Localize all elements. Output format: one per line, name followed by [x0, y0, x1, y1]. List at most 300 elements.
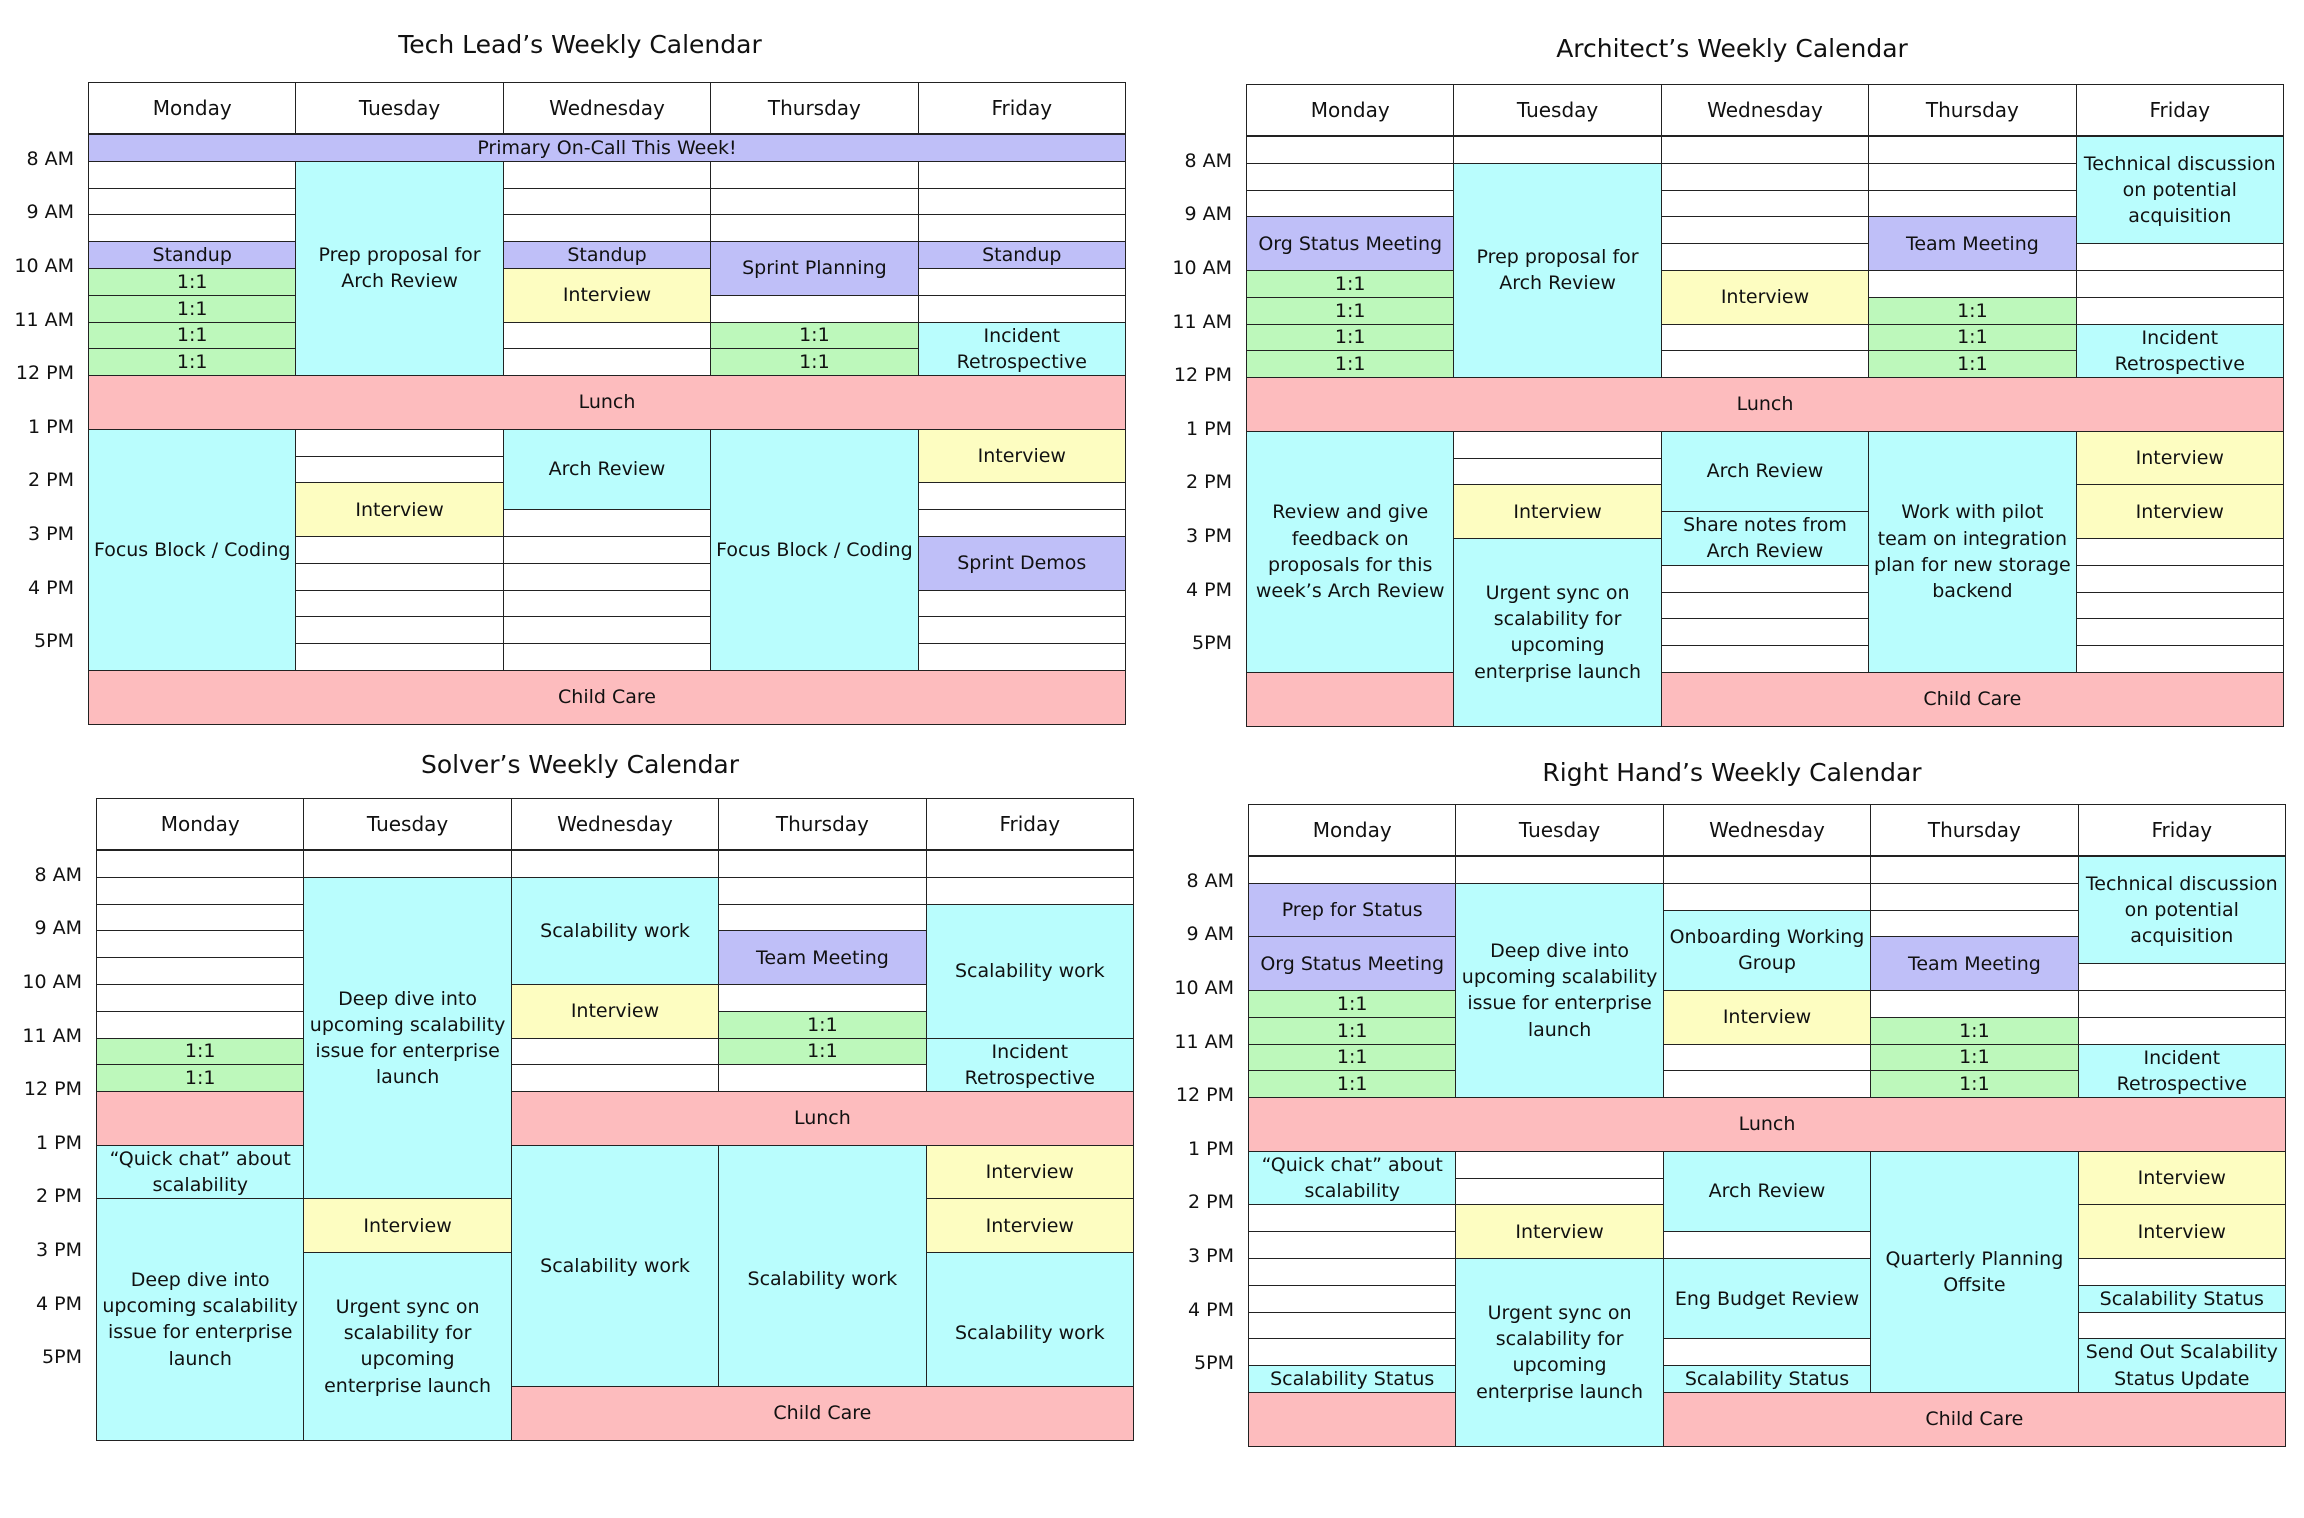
event-blocked[interactable] — [96, 1091, 304, 1146]
event-label: Org Status Meeting — [1260, 952, 1445, 975]
event-share-notes-from-arch-review[interactable] — [1661, 511, 1869, 566]
day-header-friday: Friday — [926, 798, 1134, 850]
empty-slot[interactable] — [2078, 963, 2286, 991]
time-label: 4 PM — [36, 1292, 82, 1315]
empty-slot[interactable] — [2076, 565, 2284, 593]
empty-slot[interactable] — [1453, 458, 1661, 486]
event-interview[interactable] — [303, 1198, 511, 1253]
event-label: Prep proposal for Arch Review — [1476, 246, 1639, 295]
empty-slot[interactable] — [88, 214, 296, 242]
empty-slot[interactable] — [2076, 297, 2284, 325]
empty-slot[interactable] — [503, 188, 711, 216]
empty-slot[interactable] — [295, 643, 503, 671]
event-1-1[interactable] — [96, 1064, 304, 1092]
empty-slot[interactable] — [1661, 136, 1869, 164]
time-label: 9 AM — [34, 917, 82, 940]
empty-slot[interactable] — [918, 161, 1126, 189]
empty-slot[interactable] — [2076, 243, 2284, 271]
day-header-wednesday: Wednesday — [503, 82, 711, 134]
empty-slot[interactable] — [918, 188, 1126, 216]
event-prep-proposal-for-arch-review[interactable] — [1453, 163, 1661, 378]
time-label: 11 AM — [1172, 310, 1232, 333]
empty-slot[interactable] — [1246, 163, 1454, 191]
event-1-1[interactable] — [1246, 324, 1454, 352]
event-1-1[interactable] — [1868, 324, 2076, 352]
event-label: Deep dive into upcoming scalability issue for enterprise launch — [309, 987, 506, 1089]
event-1-1[interactable] — [88, 348, 296, 376]
event-primary-on-call-this-week[interactable] — [88, 134, 1126, 162]
empty-slot[interactable] — [96, 957, 304, 985]
empty-slot[interactable] — [503, 563, 711, 591]
event-urgent-sync-on-scalability-for-upcoming-enterprise-launch[interactable] — [303, 1252, 511, 1441]
empty-slot[interactable] — [1870, 910, 2078, 938]
time-label: 4 PM — [28, 576, 74, 599]
event-label: Scalability work — [747, 1268, 898, 1291]
empty-slot[interactable] — [718, 904, 926, 932]
event-interview[interactable] — [295, 482, 503, 537]
empty-slot[interactable] — [1455, 1151, 1663, 1179]
empty-slot[interactable] — [295, 429, 503, 457]
event-1-1[interactable] — [718, 1011, 926, 1039]
empty-slot[interactable] — [503, 322, 711, 350]
empty-slot[interactable] — [96, 1011, 304, 1039]
event-label: Interview — [1722, 1006, 1812, 1029]
event-standup[interactable] — [88, 241, 296, 269]
calendar-title: Right Hand’s Weekly Calendar — [1542, 758, 1922, 787]
event-label: Incident Retrospective — [956, 324, 1087, 373]
event-label: Interview — [355, 498, 444, 521]
event-label: 1:1 — [807, 1040, 838, 1063]
time-label: 12 PM — [1175, 1084, 1234, 1107]
event-label: Interview — [1720, 286, 1810, 309]
day-header-wednesday: Wednesday — [511, 798, 719, 850]
event-1-1[interactable] — [88, 295, 296, 323]
event-label: Scalability work — [540, 919, 690, 942]
event-label: 1:1 — [799, 351, 830, 374]
empty-slot[interactable] — [1663, 883, 1871, 911]
empty-slot[interactable] — [2076, 592, 2284, 620]
empty-slot[interactable] — [1455, 1178, 1663, 1206]
empty-slot[interactable] — [718, 850, 926, 878]
event-label: Arch Review — [1708, 1180, 1826, 1203]
time-label: 2 PM — [1186, 471, 1232, 494]
empty-slot[interactable] — [1248, 1231, 1456, 1259]
event-interview[interactable] — [1663, 990, 1871, 1045]
event-label: Standup — [567, 243, 647, 266]
time-label: 9 AM — [26, 201, 74, 224]
empty-slot[interactable] — [303, 850, 511, 878]
empty-slot[interactable] — [1453, 136, 1661, 164]
empty-slot[interactable] — [1870, 856, 2078, 884]
empty-slot[interactable] — [718, 1064, 926, 1092]
time-label: 12 PM — [1173, 364, 1232, 387]
empty-slot[interactable] — [1870, 990, 2078, 1018]
event-interview[interactable] — [1455, 1204, 1663, 1259]
event-label: Technical discussion on potential acquisition — [2083, 152, 2276, 228]
event-scalability-status[interactable] — [2078, 1285, 2286, 1313]
empty-slot[interactable] — [918, 482, 1126, 510]
event-lunch[interactable] — [88, 375, 1126, 430]
event-blocked[interactable] — [1248, 1392, 1456, 1447]
event-label: Eng Budget Review — [1674, 1287, 1860, 1310]
event-child-care[interactable] — [88, 670, 1126, 725]
time-label: 12 PM — [15, 362, 74, 385]
empty-slot[interactable] — [1663, 1044, 1871, 1072]
day-header-thursday: Thursday — [1868, 84, 2076, 136]
event-1-1[interactable] — [1248, 990, 1456, 1018]
event-label: “Quick chat” about scalability — [1261, 1153, 1443, 1203]
empty-slot[interactable] — [96, 877, 304, 905]
day-header-monday: Monday — [1248, 804, 1456, 856]
event-1-1[interactable] — [1248, 1044, 1456, 1072]
empty-slot[interactable] — [1663, 1231, 1871, 1259]
event-standup[interactable] — [918, 241, 1126, 269]
empty-slot[interactable] — [1870, 883, 2078, 911]
event-interview[interactable] — [2076, 484, 2284, 539]
empty-slot[interactable] — [710, 161, 918, 189]
time-label: 11 AM — [1174, 1030, 1234, 1053]
empty-slot[interactable] — [511, 1038, 719, 1066]
empty-slot[interactable] — [918, 214, 1126, 242]
event-team-meeting[interactable] — [1870, 936, 2078, 991]
event-label: Primary On-Call This Week! — [477, 136, 737, 159]
event-1-1[interactable] — [718, 1038, 926, 1066]
event-label: Interview — [2137, 1166, 2226, 1189]
empty-slot[interactable] — [1248, 1312, 1456, 1340]
empty-slot[interactable] — [710, 214, 918, 242]
event-label: Prep proposal for Arch Review — [318, 244, 481, 293]
event-blocked[interactable] — [1246, 672, 1454, 727]
empty-slot[interactable] — [1661, 190, 1869, 218]
empty-slot[interactable] — [718, 877, 926, 905]
empty-slot[interactable] — [710, 188, 918, 216]
event-label: Interview — [985, 1160, 1074, 1183]
time-label: 2 PM — [1188, 1191, 1234, 1214]
time-label: 8 AM — [1184, 149, 1232, 172]
event-1-1[interactable] — [1248, 1017, 1456, 1045]
event-label: “Quick chat” about scalability — [109, 1147, 291, 1197]
empty-slot[interactable] — [503, 348, 711, 376]
event-focus-block-coding[interactable] — [710, 429, 918, 671]
empty-slot[interactable] — [1661, 350, 1869, 378]
empty-slot[interactable] — [918, 268, 1126, 296]
empty-slot[interactable] — [503, 536, 711, 564]
event-quick-chat-about-scalability[interactable] — [1248, 1151, 1456, 1206]
event-arch-review[interactable] — [1663, 1151, 1871, 1232]
event-interview[interactable] — [926, 1145, 1134, 1200]
event-1-1[interactable] — [710, 348, 918, 376]
time-label: 8 AM — [1186, 869, 1234, 892]
event-label: Interview — [2135, 446, 2224, 469]
event-label: 1:1 — [184, 1067, 216, 1090]
event-incident-retrospective[interactable] — [926, 1038, 1134, 1093]
event-label: Incident Retrospective — [2114, 326, 2245, 375]
day-header-monday: Monday — [88, 82, 296, 134]
event-quick-chat-about-scalability[interactable] — [96, 1145, 304, 1200]
event-label: Team Meeting — [1907, 952, 2041, 975]
event-label: Standup — [982, 243, 1062, 266]
event-label: 1:1 — [1959, 1046, 1990, 1069]
event-interview[interactable] — [1453, 484, 1661, 539]
event-standup[interactable] — [503, 241, 711, 269]
event-1-1[interactable] — [710, 322, 918, 350]
event-org-status-meeting[interactable] — [1246, 216, 1454, 271]
empty-slot[interactable] — [918, 509, 1126, 537]
event-1-1[interactable] — [1870, 1044, 2078, 1072]
event-label: Work with pilot team on integration plan for new storage backend — [1874, 501, 2071, 603]
event-arch-review[interactable] — [1661, 431, 1869, 512]
event-label: 1:1 — [1957, 353, 1988, 376]
empty-slot[interactable] — [2078, 1312, 2286, 1340]
event-lunch[interactable] — [1248, 1097, 2286, 1152]
empty-slot[interactable] — [918, 590, 1126, 618]
empty-slot[interactable] — [295, 536, 503, 564]
event-interview[interactable] — [918, 429, 1126, 484]
event-scalability-status[interactable] — [1663, 1365, 1871, 1393]
event-label: Scalability work — [954, 959, 1105, 982]
empty-slot[interactable] — [503, 161, 711, 189]
empty-slot[interactable] — [88, 188, 296, 216]
event-1-1[interactable] — [1870, 1070, 2078, 1098]
time-label: 2 PM — [28, 469, 74, 492]
event-lunch[interactable] — [1246, 377, 2284, 432]
event-label: 1:1 — [1959, 1073, 1990, 1096]
empty-slot[interactable] — [1868, 270, 2076, 298]
event-prep-for-status[interactable] — [1248, 883, 1456, 938]
event-org-status-meeting[interactable] — [1248, 936, 1456, 991]
empty-slot[interactable] — [1248, 856, 1456, 884]
empty-slot[interactable] — [503, 214, 711, 242]
event-deep-dive-into-upcoming-scalability-issue-for-enterprise-launch[interactable] — [303, 877, 511, 1200]
empty-slot[interactable] — [918, 616, 1126, 644]
event-scalability-work[interactable] — [511, 877, 719, 985]
empty-slot[interactable] — [2078, 990, 2286, 1018]
empty-slot[interactable] — [1661, 645, 1869, 673]
empty-slot[interactable] — [503, 590, 711, 618]
empty-slot[interactable] — [1248, 1285, 1456, 1313]
event-quarterly-planning-offsite[interactable] — [1870, 1151, 2078, 1393]
event-child-care[interactable] — [1661, 672, 2284, 727]
event-label: 1:1 — [176, 270, 208, 293]
event-urgent-sync-on-scalability-for-upcoming-enterprise-launch[interactable] — [1455, 1258, 1663, 1447]
event-scalability-status[interactable] — [1248, 1365, 1456, 1393]
event-interview[interactable] — [2078, 1151, 2286, 1206]
empty-slot[interactable] — [511, 850, 719, 878]
empty-slot[interactable] — [503, 643, 711, 671]
empty-slot[interactable] — [1663, 1338, 1871, 1366]
time-label: 5PM — [1194, 1352, 1234, 1375]
event-1-1[interactable] — [88, 268, 296, 296]
event-technical-discussion-on-potential-acquisition[interactable] — [2076, 136, 2284, 244]
event-onboarding-working-group[interactable] — [1663, 910, 1871, 991]
event-sprint-planning[interactable] — [710, 241, 918, 296]
calendar-title: Architect’s Weekly Calendar — [1556, 34, 1908, 63]
event-interview[interactable] — [2076, 431, 2284, 486]
empty-slot[interactable] — [96, 904, 304, 932]
empty-slot[interactable] — [1868, 163, 2076, 191]
event-label: 1:1 — [1336, 992, 1368, 1015]
day-header-wednesday: Wednesday — [1661, 84, 1869, 136]
event-scalability-work[interactable] — [718, 1145, 926, 1414]
day-header-wednesday: Wednesday — [1663, 804, 1871, 856]
event-1-1[interactable] — [96, 1038, 304, 1066]
time-label: 9 AM — [1184, 203, 1232, 226]
event-label: Quarterly Planning Offsite — [1885, 1247, 2064, 1296]
event-label: 1:1 — [1336, 1073, 1368, 1096]
empty-slot[interactable] — [1248, 1338, 1456, 1366]
time-label: 1 PM — [36, 1131, 82, 1154]
event-interview[interactable] — [926, 1198, 1134, 1253]
empty-slot[interactable] — [1661, 618, 1869, 646]
time-label: 1 PM — [28, 415, 74, 438]
day-header-friday: Friday — [2078, 804, 2286, 856]
event-interview[interactable] — [511, 984, 719, 1039]
time-label: 12 PM — [23, 1078, 82, 1101]
event-lunch[interactable] — [511, 1091, 1134, 1146]
event-label: Child Care — [1923, 688, 2022, 711]
event-scalability-work[interactable] — [511, 1145, 719, 1387]
event-incident-retrospective[interactable] — [2076, 324, 2284, 379]
event-label: Focus Block / Coding — [93, 538, 291, 561]
event-incident-retrospective[interactable] — [918, 322, 1126, 377]
empty-slot[interactable] — [1663, 1070, 1871, 1098]
empty-slot[interactable] — [295, 616, 503, 644]
empty-slot[interactable] — [1246, 190, 1454, 218]
empty-slot[interactable] — [1455, 856, 1663, 884]
event-review-and-give-feedback-on-proposals-for-this-week-s-arch-review[interactable] — [1246, 431, 1454, 673]
empty-slot[interactable] — [1248, 1258, 1456, 1286]
solver-calendar — [0, 740, 1160, 1518]
event-label: Standup — [152, 243, 232, 266]
empty-slot[interactable] — [2078, 1258, 2286, 1286]
empty-slot[interactable] — [2076, 270, 2284, 298]
event-label: Scalability Status — [1684, 1367, 1850, 1390]
empty-slot[interactable] — [918, 643, 1126, 671]
event-focus-block-coding[interactable] — [88, 429, 296, 671]
event-label: Interview — [1513, 500, 1602, 523]
event-label: Team Meeting — [1905, 232, 2039, 255]
event-1-1[interactable] — [1868, 297, 2076, 325]
empty-slot[interactable] — [2076, 538, 2284, 566]
event-1-1[interactable] — [1246, 297, 1454, 325]
empty-slot[interactable] — [2078, 1017, 2286, 1045]
time-label: 5PM — [1192, 632, 1232, 655]
event-1-1[interactable] — [1870, 1017, 2078, 1045]
event-prep-proposal-for-arch-review[interactable] — [295, 161, 503, 376]
time-label: 3 PM — [36, 1239, 82, 1261]
event-deep-dive-into-upcoming-scalability-issue-for-enterprise-launch[interactable] — [96, 1198, 304, 1440]
empty-slot[interactable] — [1661, 565, 1869, 593]
empty-slot[interactable] — [710, 295, 918, 323]
event-1-1[interactable] — [1246, 350, 1454, 378]
event-1-1[interactable] — [1868, 350, 2076, 378]
event-label: 1:1 — [1334, 272, 1366, 295]
event-child-care[interactable] — [1663, 1392, 2286, 1447]
time-label: 8 AM — [26, 147, 74, 170]
event-label: Interview — [2135, 500, 2224, 523]
empty-slot[interactable] — [511, 1064, 719, 1092]
event-scalability-work[interactable] — [926, 904, 1134, 1039]
empty-slot[interactable] — [88, 161, 296, 189]
empty-slot[interactable] — [503, 509, 711, 537]
empty-slot[interactable] — [926, 877, 1134, 905]
empty-slot[interactable] — [2076, 645, 2284, 673]
empty-slot[interactable] — [1868, 136, 2076, 164]
empty-slot[interactable] — [96, 930, 304, 958]
empty-slot[interactable] — [1248, 1204, 1456, 1232]
empty-slot[interactable] — [1661, 243, 1869, 271]
day-header-thursday: Thursday — [1870, 804, 2078, 856]
empty-slot[interactable] — [2076, 618, 2284, 646]
event-1-1[interactable] — [88, 322, 296, 350]
event-1-1[interactable] — [1246, 270, 1454, 298]
day-header-tuesday: Tuesday — [303, 798, 511, 850]
event-label: Interview — [562, 284, 652, 307]
event-incident-retrospective[interactable] — [2078, 1044, 2286, 1099]
event-label: 1:1 — [176, 324, 208, 347]
empty-slot[interactable] — [1663, 856, 1871, 884]
event-team-meeting[interactable] — [1868, 216, 2076, 271]
empty-slot[interactable] — [1661, 324, 1869, 352]
event-label: 1:1 — [1957, 326, 1988, 349]
event-interview[interactable] — [1661, 270, 1869, 325]
event-send-out-scalability-status-update[interactable] — [2078, 1338, 2286, 1393]
empty-slot[interactable] — [295, 563, 503, 591]
event-label: Interview — [363, 1214, 452, 1237]
event-label: Team Meeting — [755, 946, 889, 969]
empty-slot[interactable] — [918, 295, 1126, 323]
day-header-friday: Friday — [2076, 84, 2284, 136]
time-label: 4 PM — [1186, 578, 1232, 601]
event-team-meeting[interactable] — [718, 930, 926, 985]
time-label: 11 AM — [14, 308, 74, 331]
event-deep-dive-into-upcoming-scalability-issue-for-enterprise-launch[interactable] — [1455, 883, 1663, 1098]
empty-slot[interactable] — [1661, 592, 1869, 620]
empty-slot[interactable] — [96, 984, 304, 1012]
empty-slot[interactable] — [1661, 163, 1869, 191]
event-label: Arch Review — [548, 458, 666, 481]
event-child-care[interactable] — [511, 1386, 1134, 1441]
event-arch-review[interactable] — [503, 429, 711, 510]
empty-slot[interactable] — [295, 456, 503, 484]
event-label: 1:1 — [184, 1040, 216, 1063]
event-label: Interview — [1515, 1220, 1604, 1243]
day-header-tuesday: Tuesday — [295, 82, 503, 134]
event-1-1[interactable] — [1248, 1070, 1456, 1098]
event-eng-budget-review[interactable] — [1663, 1258, 1871, 1339]
time-label: 8 AM — [34, 863, 82, 886]
event-work-with-pilot-team-on-integration-plan-for-new-storage-backend[interactable] — [1868, 431, 2076, 673]
empty-slot[interactable] — [503, 616, 711, 644]
event-urgent-sync-on-scalability-for-upcoming-enterprise-launch[interactable] — [1453, 538, 1661, 727]
event-interview[interactable] — [503, 268, 711, 323]
empty-slot[interactable] — [718, 984, 926, 1012]
event-label: Interview — [977, 444, 1066, 467]
event-label: Org Status Meeting — [1258, 232, 1443, 255]
empty-slot[interactable] — [1661, 216, 1869, 244]
empty-slot[interactable] — [1453, 431, 1661, 459]
event-sprint-demos[interactable] — [918, 536, 1126, 591]
empty-slot[interactable] — [295, 590, 503, 618]
event-label: Send Out Scalability Status Update — [2085, 1341, 2278, 1390]
empty-slot[interactable] — [926, 850, 1134, 878]
empty-slot[interactable] — [96, 850, 304, 878]
event-technical-discussion-on-potential-acquisition[interactable] — [2078, 856, 2286, 964]
empty-slot[interactable] — [1868, 190, 2076, 218]
event-label: Sprint Demos — [957, 552, 1087, 575]
event-interview[interactable] — [2078, 1204, 2286, 1259]
empty-slot[interactable] — [1246, 136, 1454, 164]
